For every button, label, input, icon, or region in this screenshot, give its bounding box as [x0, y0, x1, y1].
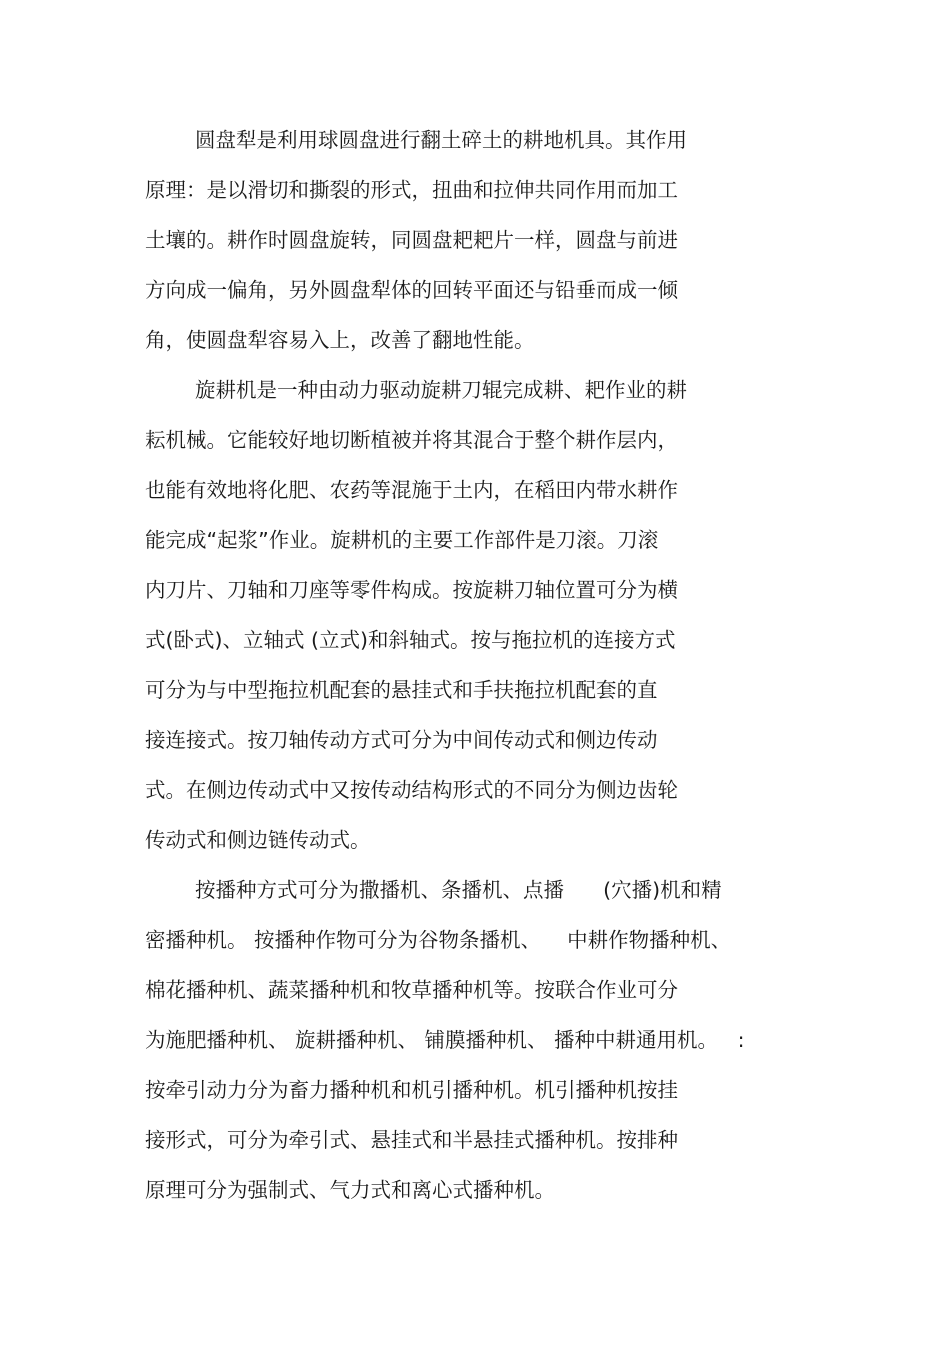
text-line: 耘机械。它能较好地切断植被并将其混合于整个耕作层内，	[145, 428, 678, 452]
text-line: 方向成一偏角，另外圆盘犁体的回转平面还与铅垂而成一倾	[145, 278, 678, 302]
text-line: 能完成“起浆”作业。旋耕机的主要工作部件是刀滚。刀滚	[145, 528, 659, 552]
text-line: 也能有效地将化肥、农药等混施于土内，在稻田内带水耕作	[145, 478, 678, 502]
text-line: 可分为与中型拖拉机配套的悬挂式和手扶拖拉机配套的直	[145, 678, 658, 702]
text-line: 按牵引动力分为畜力播种机和机引播种机。机引播种机按挂	[145, 1078, 678, 1102]
text-line: 式。在侧边传动式中又按传动结构形式的不同分为侧边齿轮	[145, 778, 678, 802]
text-line: 原理可分为强制式、气力式和离心式播种机。	[145, 1178, 555, 1202]
text-line: 接形式，可分为牵引式、悬挂式和半悬挂式播种机。按排种	[145, 1128, 678, 1152]
text-line: 传动式和侧边链传动式。	[145, 828, 371, 852]
text-line: 原理：是以滑切和撕裂的形式，扭曲和拉伸共同作用而加工	[145, 178, 678, 202]
text-line: 按播种方式可分为撒播机、条播机、点播 (穴播)机和精	[195, 878, 722, 902]
text-line: 棉花播种机、蔬菜播种机和牧草播种机等。按联合作业可分	[145, 978, 678, 1002]
text-line: 旋耕机是一种由动力驱动旋耕刀辊完成耕、耙作业的耕	[195, 378, 687, 402]
text-line: 内刀片、刀轴和刀座等零件构成。按旋耕刀轴位置可分为横	[145, 578, 678, 602]
text-line: 密播种机。 按播种作物可分为谷物条播机、 中耕作物播种机、	[145, 928, 732, 952]
text-line: 为施肥播种机、 旋耕播种机、 铺膜播种机、 播种中耕通用机。 :	[145, 1028, 745, 1052]
text-line: 土壤的。耕作时圆盘旋转，同圆盘耙耙片一样，圆盘与前进	[145, 228, 678, 252]
text-line: 圆盘犁是利用球圆盘进行翻土碎土的耕地机具。其作用	[195, 128, 687, 152]
text-line: 接连接式。按刀轴传动方式可分为中间传动式和侧边传动	[145, 728, 658, 752]
text-line: 式(卧式)、立轴式 (立式)和斜轴式。按与拖拉机的连接方式	[145, 628, 676, 652]
text-line: 角，使圆盘犁容易入上，改善了翻地性能。	[145, 328, 535, 352]
